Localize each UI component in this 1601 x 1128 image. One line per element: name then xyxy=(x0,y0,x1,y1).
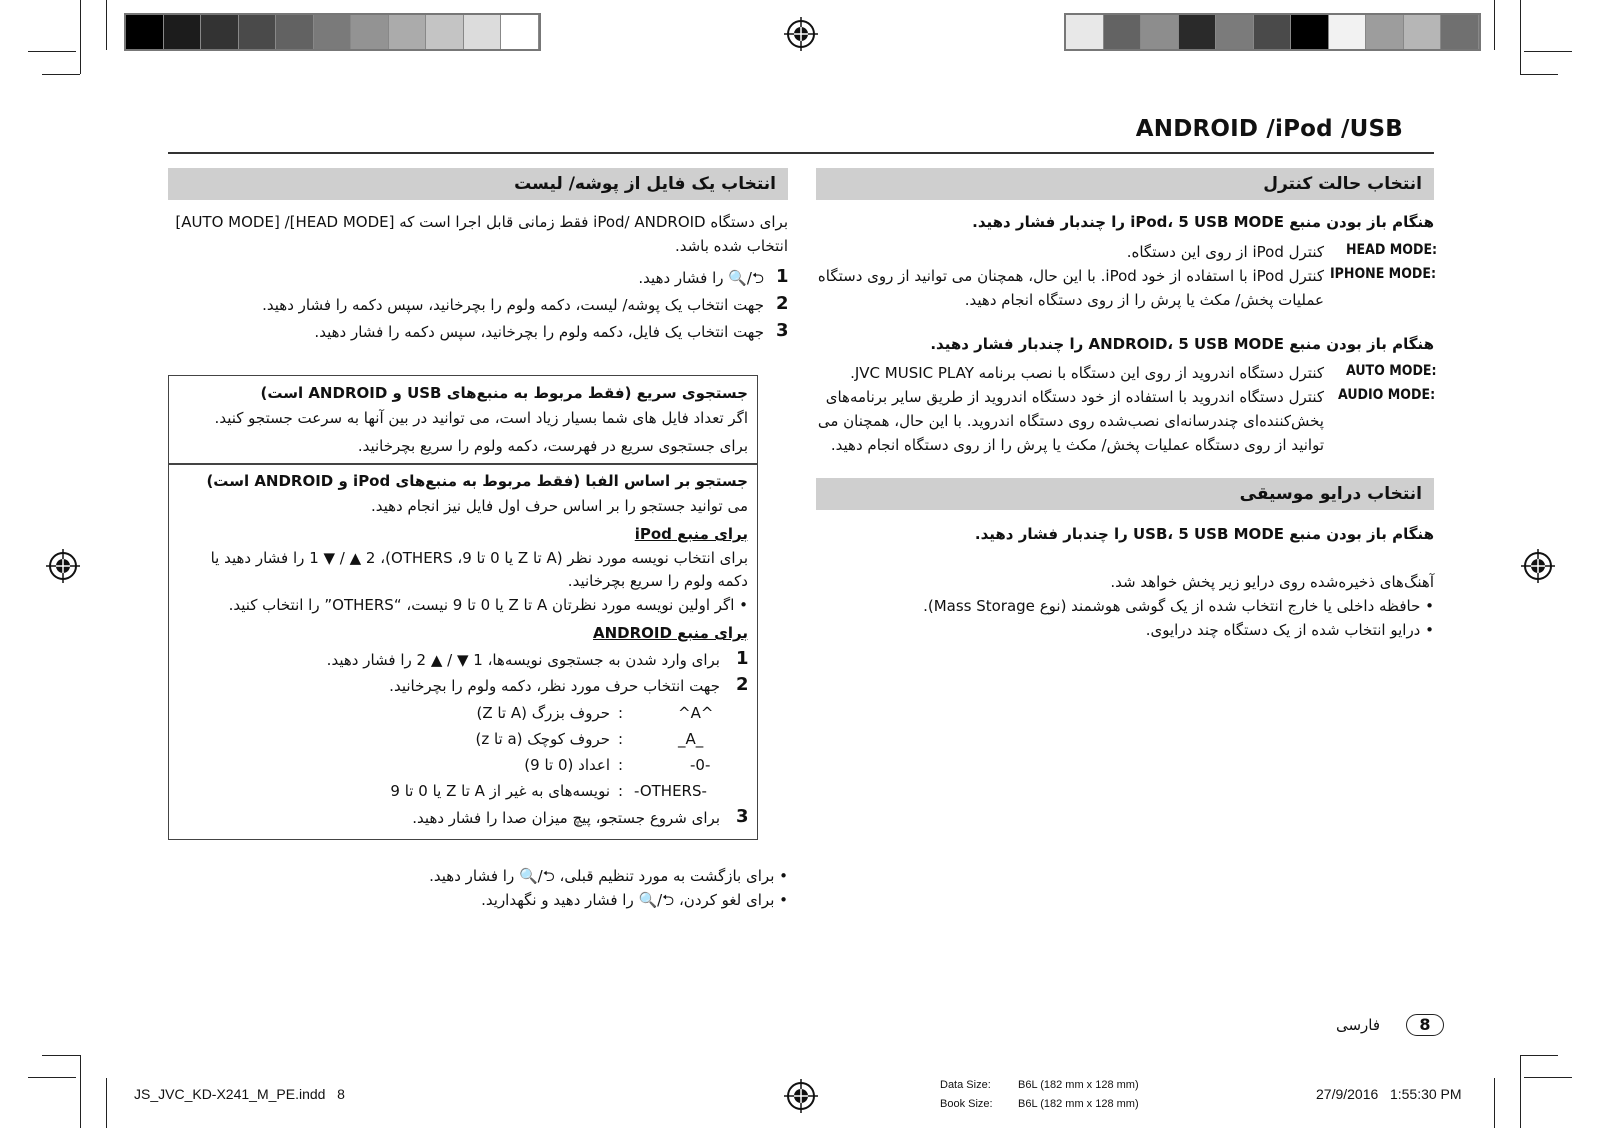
color-swatch xyxy=(276,15,314,49)
left-intro: برای دستگاه iPod/ ANDROID فقط زمانی قابل اجرا است که [HEAD MODE]/ [AUTO MODE] انتخاب شده باشد. xyxy=(175,213,788,255)
usb-bullet: • درایو انتخاب شده از یک دستگاه چند درایوی. xyxy=(1145,621,1434,639)
color-swatch xyxy=(314,15,352,49)
color-swatch xyxy=(1066,15,1104,49)
registration-mark-bottom-icon xyxy=(784,1079,818,1113)
box2-intro: می توانید جستجو را بر اساس حرف اول فایل نیز انجام دهید. xyxy=(370,497,748,515)
ipod-mode-line: هنگام باز بودن منبع iPod، 5 USB MODE را چندبار فشار دهید. xyxy=(972,213,1434,231)
char-desc: نویسه‌های به غیر از A تا Z یا 0 تا 9 xyxy=(390,782,610,800)
ipod-line1: برای انتخاب نویسه مورد نظر (A تا Z یا 0 تا 9، OTHERS)، 1 ▼ / ▲ 2 را فشار دهید یا xyxy=(210,549,748,567)
usb-bullet-text: درایو انتخاب شده از یک دستگاه چند درایوی. xyxy=(1145,621,1421,639)
step-number: 3 xyxy=(776,320,789,341)
android-heading: برای منبع ANDROID xyxy=(592,624,748,642)
ipod-bullet: • اگر اولین نویسه مورد نظرتان A تا Z یا 0 تا 9 نیست، “OTHERS” را انتخاب کنید. xyxy=(228,596,748,614)
section-title-select-file: انتخاب یک فایل از پوشه/ لیست xyxy=(168,168,788,200)
android-mode-line: هنگام باز بودن منبع ANDROID، 5 USB MODE را چندبار فشار دهید. xyxy=(930,335,1434,353)
ipod-line2: دکمه ولوم را سریع بچرخانید. xyxy=(567,572,748,590)
head-mode-text: کنترل iPod از روی این دستگاه. xyxy=(1126,243,1324,261)
registration-mark-left-icon xyxy=(46,549,80,583)
section-title-control-mode: انتخاب حالت کنترل xyxy=(816,168,1434,200)
color-swatch xyxy=(1104,15,1142,49)
char-code: -OTHERS- xyxy=(634,782,707,800)
bullet-item: • برای لغو کردن، ⮌/🔍 را فشار دهید و نگهدارید. xyxy=(481,891,788,909)
android-step-text: جهت انتخاب حرف مورد نظر، دکمه ولوم را بچرخانید. xyxy=(389,677,720,695)
section-title-music-drive: انتخاب درایو موسیقی xyxy=(816,478,1434,510)
iphone-mode-label: IPHONE MODE: xyxy=(1330,266,1437,282)
color-swatch xyxy=(1179,15,1217,49)
step-number: 2 xyxy=(776,293,789,314)
color-swatch xyxy=(1329,15,1367,49)
char-sep: : xyxy=(618,730,624,748)
char-sep: : xyxy=(618,756,624,774)
color-swatch xyxy=(351,15,389,49)
android-step-number: 1 xyxy=(736,648,749,669)
step-number: 1 xyxy=(776,266,789,287)
char-desc: حروف بزرگ (A تا Z) xyxy=(476,704,610,722)
char-code: ^A^ xyxy=(678,704,714,722)
registration-mark-right-icon xyxy=(1521,549,1555,583)
box-divider xyxy=(168,463,758,465)
color-swatch xyxy=(426,15,464,49)
color-swatch xyxy=(1404,15,1442,49)
registration-mark-top-icon xyxy=(784,17,818,51)
color-strip-left xyxy=(124,13,541,51)
color-swatch xyxy=(1291,15,1329,49)
color-swatch xyxy=(126,15,164,49)
title-rule xyxy=(168,152,1434,154)
android-step-number: 3 xyxy=(736,806,749,827)
ipod-heading: برای منبع iPod xyxy=(634,525,748,543)
step-text: جهت انتخاب یک پوشه/ لیست، دکمه ولوم را بچرخانید، سپس دکمه را فشار دهید. xyxy=(262,296,764,314)
char-desc: حروف کوچک (a تا z) xyxy=(475,730,610,748)
footer-data-size-label: Data Size: xyxy=(940,1079,991,1091)
usb-mode-line: هنگام باز بودن منبع USB، 5 USB MODE را چندبار فشار دهید. xyxy=(974,525,1434,543)
color-swatch xyxy=(1254,15,1292,49)
auto-mode-label: AUTO MODE: xyxy=(1346,363,1437,379)
head-mode-label: HEAD MODE: xyxy=(1346,242,1438,258)
bullet-text: برای لغو کردن، ⮌/🔍 را فشار دهید و نگهدارید. xyxy=(481,891,775,909)
char-code: _A_ xyxy=(678,730,704,748)
page-number: 8 xyxy=(1406,1014,1444,1036)
footer-date: 27/9/2016 1:55:30 PM xyxy=(1316,1086,1462,1102)
footer-data-size-value: B6L (182 mm x 128 mm) xyxy=(1018,1079,1139,1091)
char-desc: اعداد (0 تا 9) xyxy=(524,756,610,774)
box1-line2: برای جستجوی سریع در فهرست، دکمه ولوم را سریع بچرخانید. xyxy=(357,437,748,455)
bullet-item: • برای بازگشت به مورد تنظیم قبلی، ⮌/🔍 را فشار دهید. xyxy=(429,867,788,885)
footer-book-size-label: Book Size: xyxy=(940,1098,993,1110)
color-swatch xyxy=(1441,15,1479,49)
box2-title: جستجو بر اساس الفبا (فقط مربوط به منبع‌های iPod و ANDROID است) xyxy=(206,472,748,490)
box1-title: جستجوی سریع (فقط مربوط به منبع‌های USB و ANDROID است) xyxy=(260,384,748,402)
color-swatch xyxy=(389,15,427,49)
android-step-text: برای شروع جستجو، پیچ میزان صدا را فشار دهید. xyxy=(412,809,720,827)
step-text: ⮌/🔍 را فشار دهید. xyxy=(638,269,764,287)
ipod-bullet-text: اگر اولین نویسه مورد نظرتان A تا Z یا 0 تا 9 نیست، “OTHERS” را انتخاب کنید. xyxy=(228,596,735,614)
box1-line1: اگر تعداد فایل های شما بسیار زیاد است، می توانید در بین آنها به سرعت جستجو کنید. xyxy=(214,409,748,427)
char-code: -0- xyxy=(690,756,711,774)
iphone-mode-line2: عملیات پخش/ مکث یا پرش را از روی دستگاه انجام دهید. xyxy=(964,291,1324,309)
usb-bullet-text: حافظه داخلی یا خارج انتخاب شده از یک گوشی هوشمند (نوع Mass Storage). xyxy=(923,597,1421,615)
page-language: فارسی xyxy=(1335,1016,1380,1034)
audio-mode-line3: توانید از روی دستگاه عملیات پخش/ مکث یا پرش را از روی دستگاه انجام دهید. xyxy=(830,436,1324,454)
char-sep: : xyxy=(618,704,624,722)
color-strip-right xyxy=(1064,13,1481,51)
usb-intro: آهنگ‌های ذخیره‌شده روی درایو زیر پخش خواهد شد. xyxy=(1110,573,1434,591)
audio-mode-label: AUDIO MODE: xyxy=(1338,387,1436,403)
color-swatch xyxy=(239,15,277,49)
audio-mode-line2: پخش‌کننده‌ای چندرسانه‌ای نصب‌شده روی دستگاه اندروید. با این حال، همچنان می xyxy=(817,412,1324,430)
auto-mode-text: کنترل دستگاه اندروید از روی این دستگاه با نصب برنامه JVC MUSIC PLAY. xyxy=(850,364,1324,382)
footer-book-size-value: B6L (182 mm x 128 mm) xyxy=(1018,1098,1139,1110)
color-swatch xyxy=(201,15,239,49)
step-text: جهت انتخاب یک فایل، دکمه ولوم را بچرخانید، سپس دکمه را فشار دهید. xyxy=(314,323,764,341)
char-sep: : xyxy=(618,782,624,800)
color-swatch xyxy=(1216,15,1254,49)
iphone-mode-line1: کنترل iPod با استفاده از خود iPod. با این حال، همچنان می توانید از روی دستگاه xyxy=(817,267,1324,285)
android-step-number: 2 xyxy=(736,674,749,695)
color-swatch xyxy=(164,15,202,49)
color-swatch xyxy=(1366,15,1404,49)
footer-filename: JS_JVC_KD-X241_M_PE.indd 8 xyxy=(134,1086,345,1102)
android-step-text: برای وارد شدن به جستجوی نویسه‌ها، 1 ▼ / ▲ 2 را فشار دهید. xyxy=(326,651,720,669)
audio-mode-line1: کنترل دستگاه اندروید با استفاده از خود دستگاه اندروید از طریق سایر برنامه‌های xyxy=(825,388,1324,406)
bullet-text: برای بازگشت به مورد تنظیم قبلی، ⮌/🔍 را فشار دهید. xyxy=(429,867,775,885)
color-swatch xyxy=(1141,15,1179,49)
page-title: ANDROID /iPod /USB xyxy=(1135,116,1403,142)
color-swatch xyxy=(501,15,539,49)
usb-bullet: • حافظه داخلی یا خارج انتخاب شده از یک گوشی هوشمند (نوع Mass Storage). xyxy=(923,597,1434,615)
color-swatch xyxy=(464,15,502,49)
